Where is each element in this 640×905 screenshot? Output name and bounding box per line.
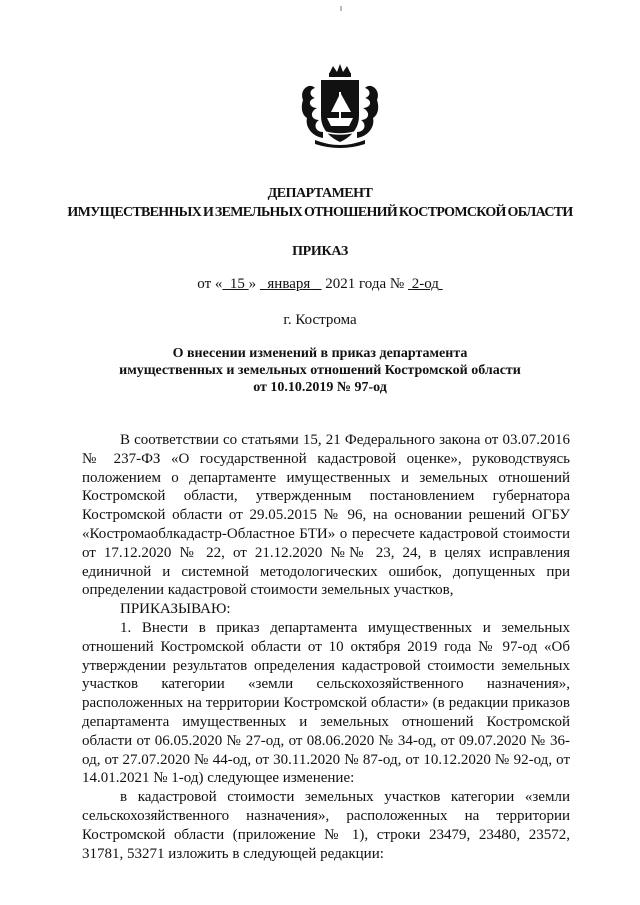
body-paragraph-3: в кадастровой стоимости земельных участков категории «земли сельскохозяйственного назначения», расположенных на территории Костромской области (приложение № 1), строки 23479, 23480, 23572, 31781, 53271 изложить в следующей редакции: [82,789,570,862]
city: г. Кострома [283,312,357,328]
order-year: 2021 года [325,276,387,292]
order-month: января [267,276,311,292]
scan-mark [340,6,342,11]
order-subject [0,345,640,396]
body-paragraph-1: В соответствии со статьями 15, 21 Федерального закона от 03.07.2016 № 237-ФЗ «О государственной кадастровой оценке», руководствуясь положением о департаменте имущественных и земельных отношений Костромской области, утвержденным постановлением губернатора Костромской области от 29.05.2015 № 96, на основании решений ОГБУ «Костромаоблкадастр-Областное БТИ» о пересчете кадастровой стоимости от 17.12.2020 № 22, от 21.12.2020 №№ 23, 24, в целях исправления единичной и системной методологических ошибок, допущенных при определении кадастровой стоимости земельных участков, [82,432,570,599]
document-type: ПРИКАЗ [292,244,348,259]
order-date-number [0,276,640,293]
department-name-line1: ДЕПАРТАМЕНТ [267,186,373,201]
order-number: 2-од [411,276,439,292]
subject-line2: имущественных и земельных отношений Костромской области [119,363,521,378]
order-sep: » [248,276,257,292]
body-paragraph-2: 1. Внести в приказ департамента имущественных и земельных отношений Костромской области от 10 октября 2019 года № 97-од «Об утверждении результатов определения кадастровой стоимости земельных участков категории «земли сельскохозяйственного назначения», расположенных на территории Костромской области» (в редакции приказов департамента имущественных и земельных отношений Костромской области от 06.05.2020 № 27-од, от 08.06.2020 № 34-од, от 09.07.2020 № 36-од, от 27.07.2020 № 44-од, от 30.11.2020 № 87-од, от 10.12.2020 № 92-од, от 14.01.2021 № 1-од) следующее изменение: [82,619,570,787]
subject-line1: О внесении изменений в приказ департамента [172,346,468,361]
order-prefix: от « [197,276,223,292]
order-body [82,431,570,863]
order-day: 15 [229,276,245,292]
order-word: ПРИКАЗЫВАЮ: [120,601,231,618]
department-name-line2: ИМУЩЕСТВЕННЫХ И ЗЕМЕЛЬНЫХ ОТНОШЕНИЙ КОСТРОМСКОЙ ОБЛАСТИ [67,205,573,220]
subject-line3: от 10.10.2019 № 97-од [253,380,387,395]
order-number-sign: № [389,276,405,292]
coat-of-arms-emblem [295,60,385,150]
